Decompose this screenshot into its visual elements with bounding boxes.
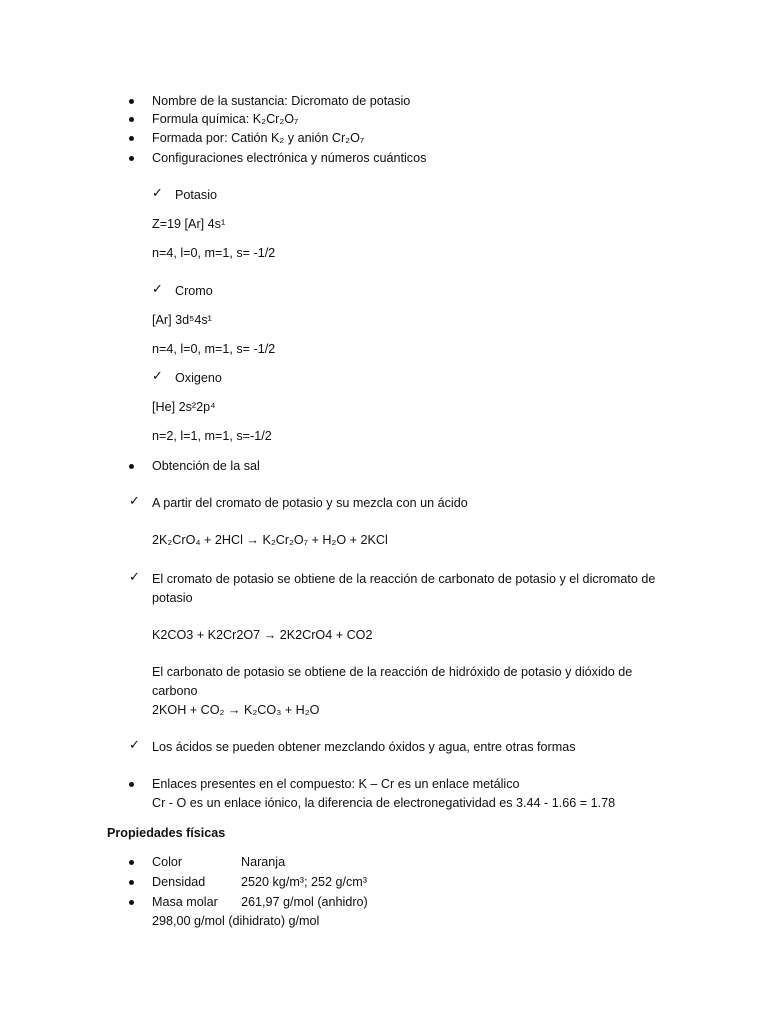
bullet-icon: [129, 117, 134, 122]
oxigeno-config: [He] 2s²2p⁴: [152, 400, 216, 414]
obtencion-item-1: A partir del cromato de potasio y su mezcla con un ácido: [152, 496, 468, 510]
property-value-densidad: 2520 kg/m³; 252 g/cm³: [241, 875, 367, 889]
substance-name: Nombre de la sustancia: Dicromato de potasio: [152, 94, 411, 108]
cromo-config: [Ar] 3d⁵4s¹: [152, 313, 212, 327]
electron-config-heading: Configuraciones electrónica y números cuánticos: [152, 151, 427, 165]
obtencion-item-2-line-2: potasio: [152, 591, 193, 605]
property-value-masa-molar-dihidrato: 298,00 g/mol (dihidrato) g/mol: [152, 914, 320, 928]
bullet-icon: [129, 156, 134, 161]
bullet-icon: [129, 880, 134, 885]
bullet-icon: [129, 99, 134, 104]
bullet-icon: [129, 136, 134, 141]
property-value-masa-molar: 261,97 g/mol (anhidro): [241, 895, 368, 909]
bullet-icon: [129, 860, 134, 865]
equation-1: 2K₂CrO₄ + 2HCl → K₂Cr₂O₇ + H₂O + 2KCl: [152, 533, 388, 547]
checkmark-icon: ✓: [129, 738, 140, 753]
element-name-potasio: Potasio: [175, 188, 218, 202]
bullet-icon: [129, 900, 134, 905]
enlaces-line-1: Enlaces presentes en el compuesto: K – Cr es un enlace metálico: [152, 777, 520, 791]
chemical-formula: Formula química: K₂Cr₂O₇: [152, 112, 299, 126]
enlaces-line-2: Cr - O es un enlace iónico, la diferencia de electronegatividad es 3.44 - 1.66 = 1.78: [152, 796, 616, 810]
obtencion-title: Obtención de la sal: [152, 459, 260, 473]
properties-heading: Propiedades físicas: [107, 826, 226, 840]
checkmark-icon: ✓: [129, 570, 140, 585]
property-label-densidad: Densidad: [152, 875, 206, 889]
property-label-masa-molar: Masa molar: [152, 895, 218, 909]
obtencion-item-3: Los ácidos se pueden obtener mezclando óxidos y agua, entre otras formas: [152, 740, 576, 754]
bullet-icon: [129, 782, 134, 787]
potasio-quantum-numbers: n=4, l=0, m=1, s= -1/2: [152, 246, 276, 260]
equation-2: K2CO3 + K2Cr2O7 → 2K2CrO4 + CO2: [152, 628, 373, 642]
carbonato-line-2: carbono: [152, 684, 198, 698]
checkmark-icon: ✓: [152, 282, 163, 297]
bullet-icon: [129, 464, 134, 469]
checkmark-icon: ✓: [152, 369, 163, 384]
oxigeno-quantum-numbers: n=2, l=1, m=1, s=-1/2: [152, 429, 272, 443]
checkmark-icon: ✓: [152, 186, 163, 201]
obtencion-item-2-line-1: El cromato de potasio se obtiene de la reacción de carbonato de potasio y el dicromato de: [152, 572, 656, 586]
property-value-color: Naranja: [241, 855, 286, 869]
checkmark-icon: ✓: [129, 494, 140, 509]
element-name-cromo: Cromo: [175, 284, 213, 298]
element-name-oxigeno: Oxigeno: [175, 371, 222, 385]
property-label-color: Color: [152, 855, 183, 869]
equation-3: 2KOH + CO₂ → K₂CO₃ + H₂O: [152, 703, 320, 717]
carbonato-line-1: El carbonato de potasio se obtiene de la reacción de hidróxido de potasio y dióxido de: [152, 665, 633, 679]
composition: Formada por: Catión K₂ y anión Cr₂O₇: [152, 131, 365, 145]
cromo-quantum-numbers: n=4, l=0, m=1, s= -1/2: [152, 342, 276, 356]
potasio-config: Z=19 [Ar] 4s¹: [152, 217, 226, 231]
